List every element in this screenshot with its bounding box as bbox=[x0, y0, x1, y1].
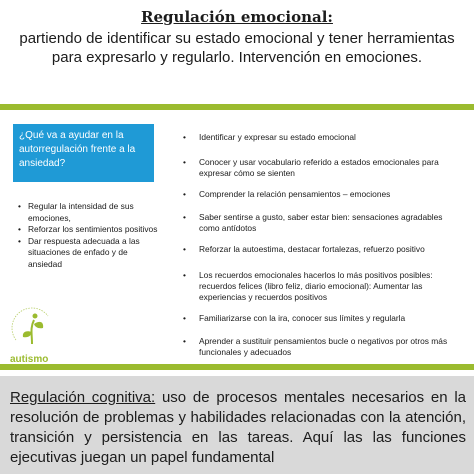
list-item: • Conocer y usar vocabulario referido a estados emocionales para expresar cómo se sienten bbox=[183, 157, 439, 178]
list-item: • Reforzar los sentimientos positivos bbox=[18, 224, 163, 236]
list-item: • Familiarizarse con la ira, conocer sus límites y regularla bbox=[183, 313, 406, 323]
section-title: Regulación emocional: bbox=[141, 8, 333, 26]
list-item: • Reforzar la autoestima, destacar fortalezas, refuerzo positivo bbox=[183, 244, 425, 254]
list-item: • Saber sentirse a gusto, saber estar bien: sensaciones agradables como antídotos bbox=[183, 212, 443, 233]
content-panel bbox=[0, 104, 474, 370]
left-list bbox=[18, 201, 163, 270]
header-section bbox=[0, 0, 474, 104]
autismo-logo bbox=[10, 300, 54, 356]
list-item: • Aprender a sustituir pensamientos bucle o negativos por otros más funcionales y adecuados bbox=[183, 336, 448, 357]
footer-label: Regulación cognitiva: bbox=[10, 389, 156, 406]
list-item: • Dar respuesta adecuada a las situaciones de enfado y de ansiedad bbox=[18, 236, 163, 271]
list-item: • Regular la intensidad de sus emociones, bbox=[18, 201, 163, 224]
question-box bbox=[13, 124, 154, 182]
footer-emphasis: funciones ejecutivas bbox=[10, 429, 466, 466]
logo-label: autismo bbox=[10, 354, 49, 365]
list-item: • Los recuerdos emocionales hacerlos lo más positivos posibles: recuerdos felices (libro feliz, diario emocional): Aumentar las experiencias y recuerdos positivos bbox=[183, 270, 433, 302]
question-text: ¿Qué va a ayudar en la autorregulación frente a la ansiedad? bbox=[19, 130, 136, 169]
list-item: • Comprender la relación pensamientos – emociones bbox=[183, 189, 391, 199]
list-item: • Identificar y expresar su estado emocional bbox=[183, 132, 356, 142]
footer-section bbox=[0, 376, 474, 474]
section-description: partiendo de identificar su estado emocional y tener herramientas para expresarlo y regularlo. Intervención en emociones. bbox=[19, 30, 455, 66]
footer-text: Regulación cognitiva: uso de procesos mentales necesarios en la resolución de problemas y habilidades relacionadas con la atención, transición y persistencia en las tareas. Aquí las las funciones ejecutivas juegan un papel fundamental bbox=[10, 389, 466, 466]
